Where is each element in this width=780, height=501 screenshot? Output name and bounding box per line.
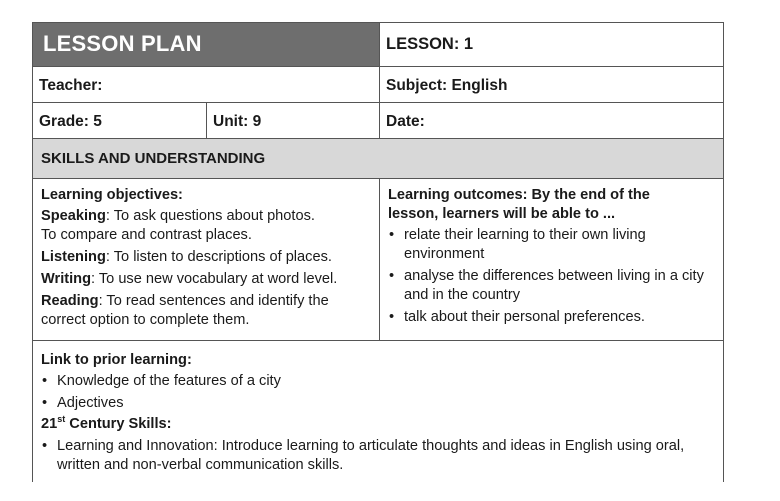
objective-label: Writing	[41, 271, 91, 287]
century-label: Century Skills:	[65, 416, 172, 432]
century-superscript: st	[57, 414, 66, 425]
century-number: 21	[41, 416, 58, 432]
objective-text: : To ask questions about photos.	[105, 208, 315, 224]
objectives-row	[33, 179, 723, 341]
objective-text: : To read sentences and identify the correct option to complete them.	[41, 293, 329, 328]
objective-label: Listening	[41, 249, 106, 265]
lesson-plan-table	[32, 22, 724, 482]
objective-label: Speaking	[41, 208, 106, 224]
prior-item: • Adjectives	[41, 394, 717, 413]
objective-listening	[41, 248, 376, 267]
prior-item: • Knowledge of the features of a city	[41, 372, 717, 391]
outcome-item: • analyse the differences between living in a city and in the country	[388, 267, 704, 305]
century-skills-heading	[41, 415, 717, 434]
century-item: • Learning and Innovation: Introduce learning to articulate thoughts and ideas in English using oral, written and non-verbal communication skills.	[41, 437, 717, 475]
objectives-heading: Learning objectives:	[41, 187, 183, 203]
prior-heading: Link to prior learning:	[41, 352, 192, 368]
date-field: Date:	[386, 113, 425, 130]
objective-writing	[41, 270, 376, 289]
objectives-cell	[33, 179, 380, 340]
objective-text: To compare and contrast places.	[41, 227, 252, 243]
grade-row	[33, 103, 723, 139]
objective-reading	[41, 292, 359, 330]
objective-text: : To listen to descriptions of places.	[105, 249, 332, 265]
teacher-field: Teacher:	[33, 67, 380, 102]
page-title: LESSON PLAN	[33, 23, 380, 66]
grade-field: Grade: 5	[33, 103, 207, 138]
lesson-number: LESSON: 1	[386, 35, 474, 53]
outcomes-cell	[380, 179, 723, 340]
skills-heading: SKILLS AND UNDERSTANDING	[33, 139, 723, 179]
outcome-item: • relate their learning to their own living environment	[388, 226, 684, 264]
unit-field: Unit: 9	[207, 103, 380, 138]
teacher-row	[33, 67, 723, 103]
outcome-item: • talk about their personal preferences.	[388, 308, 718, 327]
header-row	[33, 23, 723, 67]
objective-label: Reading	[41, 293, 99, 309]
objective-text: : To use new vocabulary at word level.	[91, 271, 338, 287]
objective-speaking	[41, 207, 376, 245]
prior-learning-row	[33, 341, 723, 501]
subject-field: Subject: English	[386, 77, 508, 94]
outcomes-heading: Learning outcomes: By the end of the lesson, learners will be able to ...	[388, 187, 650, 222]
